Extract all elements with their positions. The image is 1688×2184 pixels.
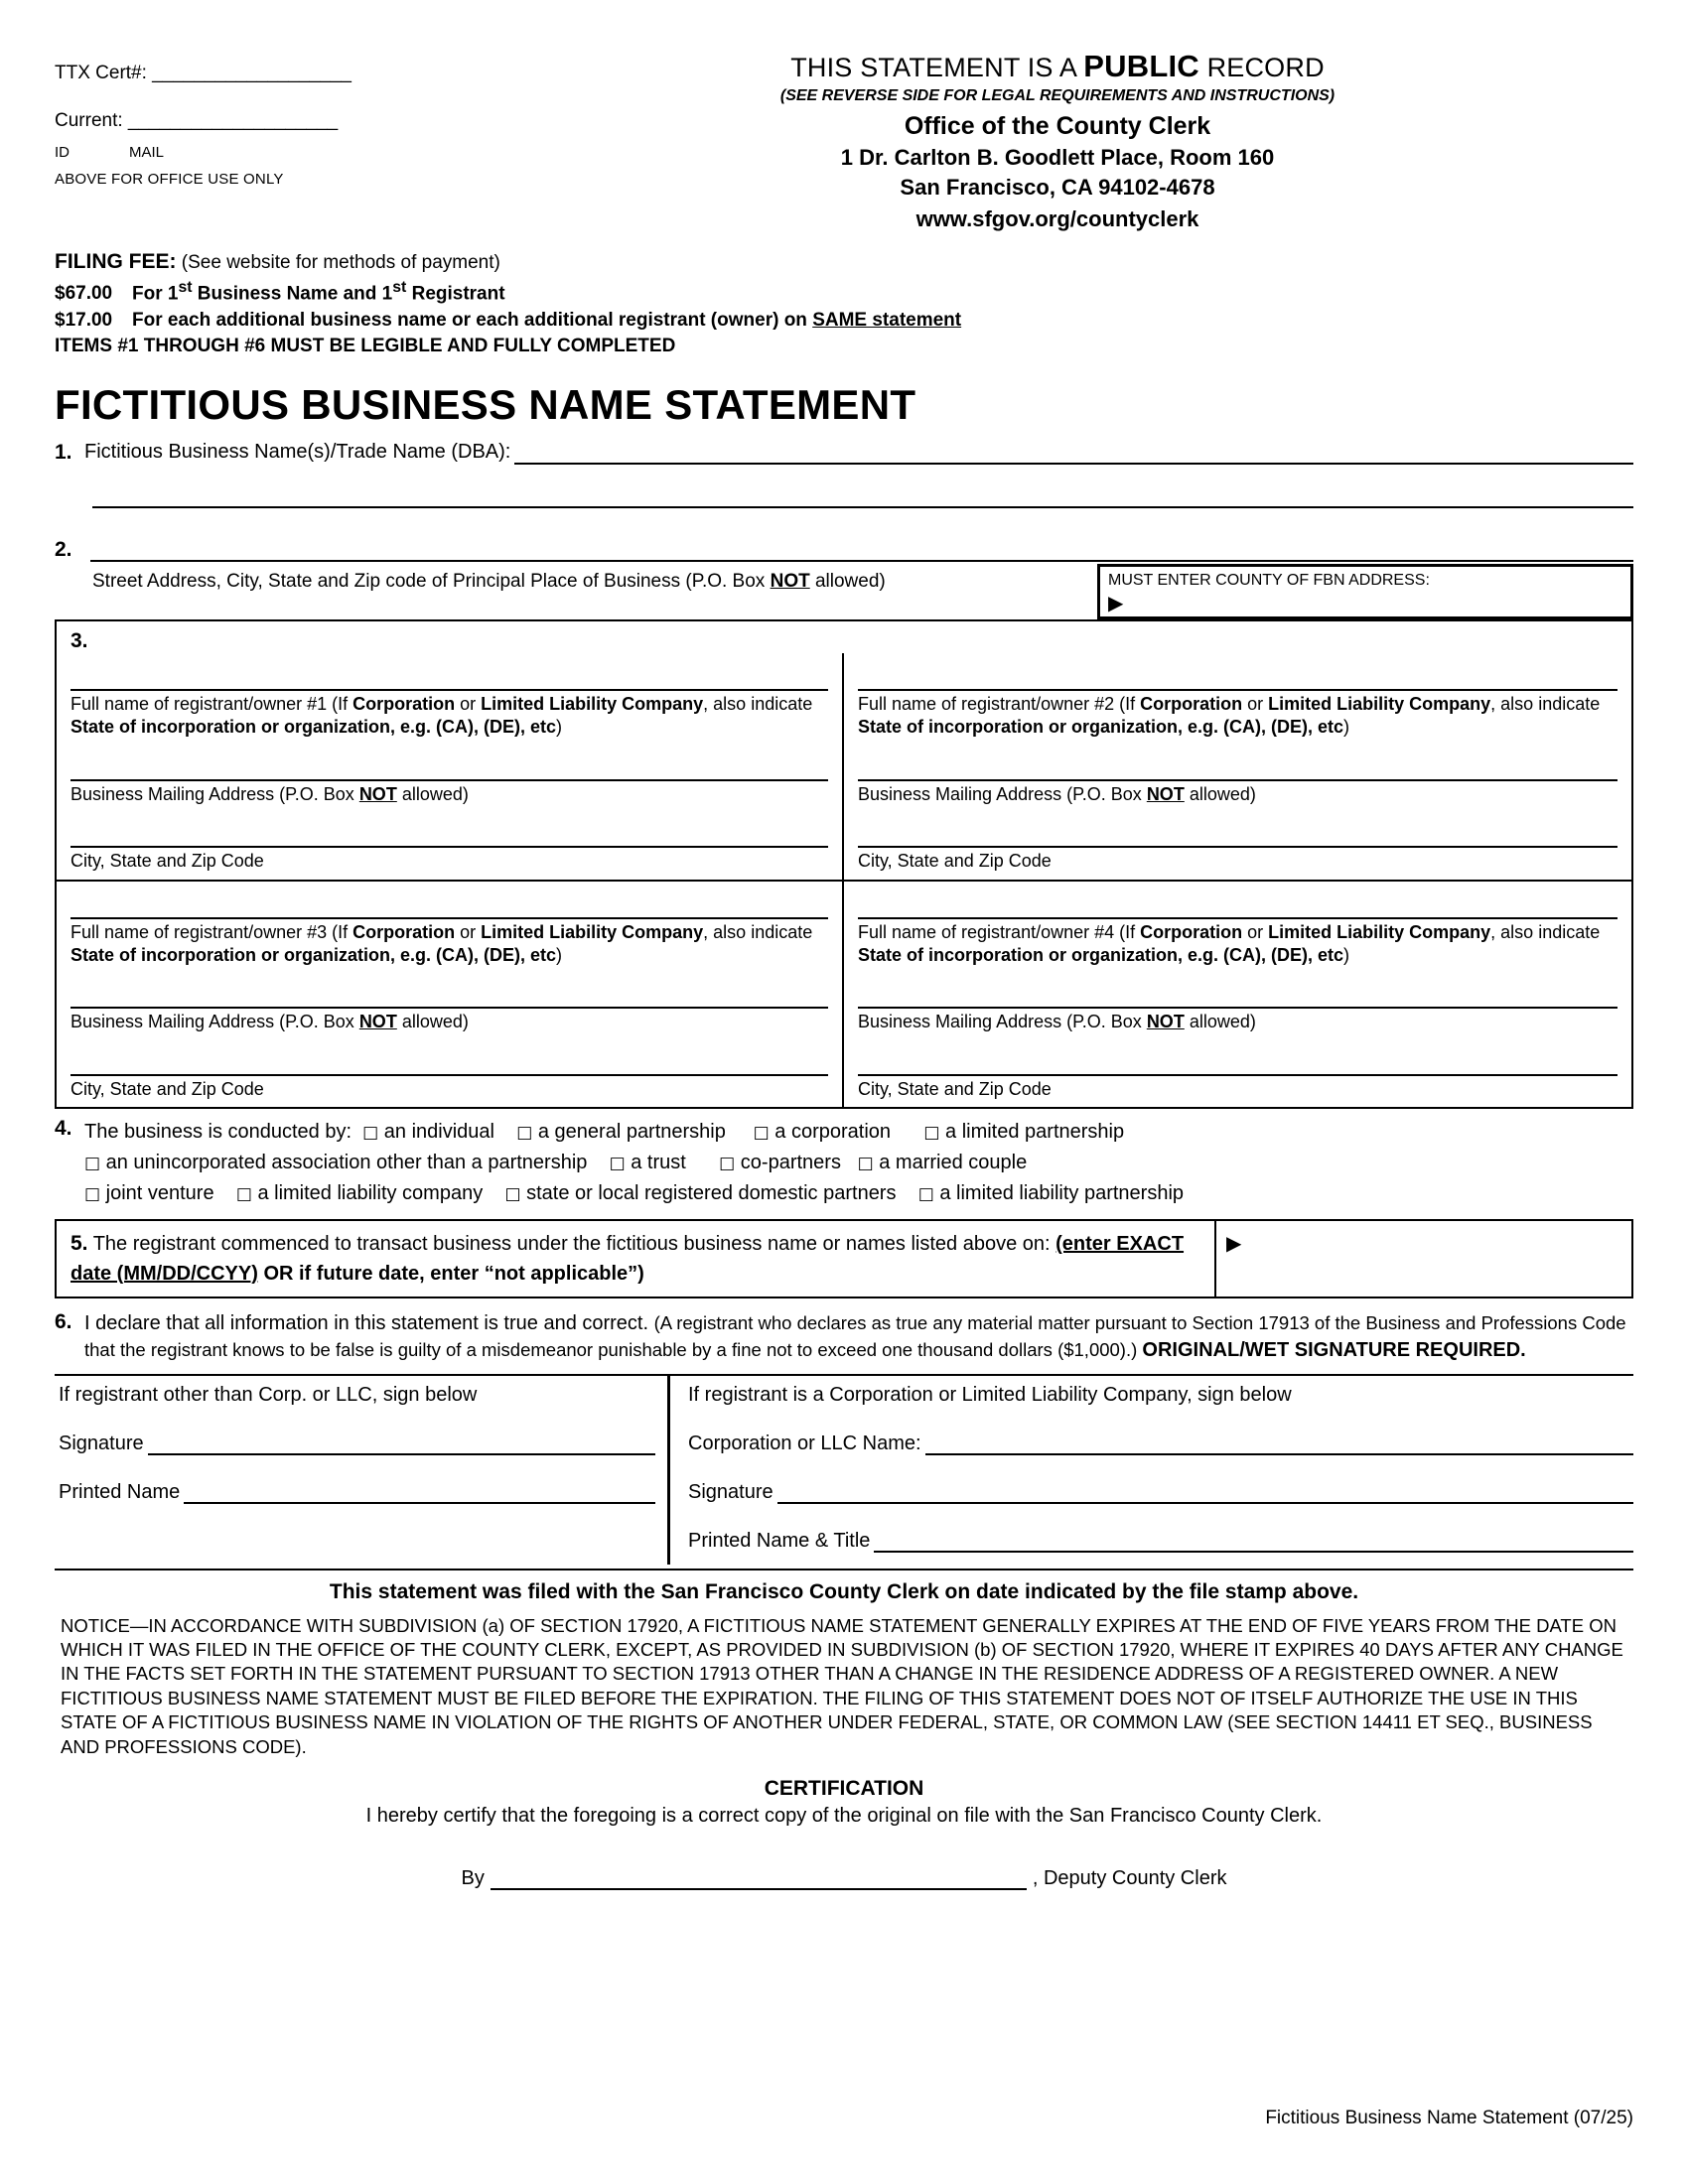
fee-row-1 <box>55 277 1633 308</box>
owner-3-mailing-caption <box>70 1009 828 1033</box>
owner-1-cap-a: Full name of registrant/owner #1 (If <box>70 693 353 714</box>
mail-label: MAIL <box>129 144 165 161</box>
id-label: ID <box>55 144 70 161</box>
checkbox-a-general-partnership[interactable] <box>516 1117 726 1148</box>
fee-text-2-underline: SAME statement <box>812 309 962 331</box>
office-address-line1: 1 Dr. Carlton B. Goodlett Place, Room 160 <box>840 145 1275 170</box>
checkbox-label: joint venture <box>105 1182 214 1205</box>
owner-1-city-caption: City, State and Zip Code <box>70 851 264 872</box>
county-arrow-icon: ▶ <box>1108 592 1124 614</box>
checkbox-an-individual[interactable] <box>362 1117 494 1148</box>
page-title: FICTITIOUS BUSINESS NAME STATEMENT <box>55 380 916 428</box>
owner-4-name-input[interactable] <box>858 882 1618 919</box>
office-name: Office of the County Clerk <box>904 112 1211 140</box>
certification-body: I hereby certify that the foregoing is a correct copy of the original on file with the San Francisco County Clerk. <box>365 1804 1323 1827</box>
deputy-clerk-label: , Deputy County Clerk <box>1032 1866 1227 1889</box>
current-field[interactable]: Current: ____________________ <box>55 110 339 131</box>
checkbox-icon: □ <box>84 1184 101 1205</box>
owner-2-city-caption: City, State and Zip Code <box>858 851 1052 872</box>
checkbox-label: a general partnership <box>537 1121 726 1144</box>
item-5-number: 5. <box>70 1232 88 1256</box>
owner-2-cap-c: , also indicate <box>1490 693 1601 714</box>
item-1-label: Fictitious Business Name(s)/Trade Name (DBA): <box>84 440 511 463</box>
fictitious-name-input[interactable] <box>514 441 1633 465</box>
checkbox-label: a limited partnership <box>945 1121 1125 1144</box>
signature-corp-block <box>670 1376 1633 1565</box>
office-use-block <box>55 45 482 188</box>
owner-1-cap-b3: State of incorporation or organization, e.g. (CA), (DE), etc <box>70 717 557 738</box>
owner-4-city-input[interactable] <box>858 1044 1618 1076</box>
items-completion-note: ITEMS #1 THROUGH #6 MUST BE LEGIBLE AND FULLY COMPLETED <box>55 335 676 356</box>
checkbox-limited-liability-company[interactable] <box>236 1178 483 1209</box>
owner-4-cap-b3: State of incorporation or organization, e.g. (CA), (DE), etc <box>858 944 1344 965</box>
owner-4-mail-not: NOT <box>1146 1012 1185 1032</box>
item-5-text-bold: (enter EXACT date (MM/DD/CCYY) <box>70 1233 1185 1285</box>
owner-3-name-caption <box>70 919 828 968</box>
item-2-caption-a: Street Address, City, State and Zip code of Principal Place of Business (P.O. Box <box>92 570 771 592</box>
office-use-note: ABOVE FOR OFFICE USE ONLY <box>55 171 284 188</box>
item-5-text-a: The registrant commenced to transact business under the fictitious business name or names listed above on: <box>92 1233 1056 1256</box>
signature-noncorp-block <box>55 1376 670 1565</box>
fee-sup-1b: st <box>392 278 407 296</box>
owner-2-mail-b: allowed) <box>1184 783 1256 804</box>
owner-3-mailing-input[interactable] <box>70 977 828 1009</box>
corp-signature-label: Signature <box>688 1480 774 1503</box>
owner-3-city-input[interactable] <box>70 1044 828 1076</box>
principal-address-input[interactable] <box>90 540 1633 562</box>
item-2-caption-not: NOT <box>770 570 810 592</box>
fee-text-2: For each additional business name or each additional registrant (owner) on <box>132 309 813 331</box>
item-2-caption-b: allowed) <box>809 570 886 592</box>
checkbox-co-partners[interactable] <box>719 1148 841 1178</box>
item-1 <box>55 441 1633 465</box>
owner-4-cap-b: or <box>1242 921 1269 942</box>
owner-2-cap-b: or <box>1242 693 1269 714</box>
signature-corp-heading: If registrant is a Corporation or Limited Liability Company, sign below <box>688 1383 1292 1406</box>
checkbox-limited-liability-partnership[interactable] <box>918 1178 1184 1209</box>
owner-1-cap-c: , also indicate <box>703 693 813 714</box>
owner-1-mailing-caption <box>70 781 828 806</box>
public-record-post: RECORD <box>1198 53 1325 82</box>
owner-2-cap-a: Full name of registrant/owner #2 (If <box>858 693 1141 714</box>
by-label: By <box>461 1866 485 1889</box>
item-4-number: 4. <box>55 1117 72 1141</box>
owner-1-name-input[interactable] <box>70 653 828 691</box>
checkbox-icon: □ <box>504 1184 521 1205</box>
checkbox-registered-domestic-partners[interactable] <box>504 1178 896 1209</box>
checkbox-icon: □ <box>516 1123 533 1144</box>
owner-1-cap-d: ) <box>556 717 563 738</box>
fee-text-1a: For 1 <box>132 283 179 305</box>
checkbox-icon: □ <box>84 1154 101 1174</box>
owner-1-city-input[interactable] <box>70 816 828 848</box>
item-1-number: 1. <box>55 440 72 464</box>
owner-1-cap-b2: Limited Liability Company <box>481 693 704 714</box>
owner-4-cap-a: Full name of registrant/owner #4 (If <box>858 921 1141 942</box>
owner-1-mail-b: allowed) <box>396 783 469 804</box>
owner-4-mailing-input[interactable] <box>858 977 1618 1009</box>
owner-2-mail-not: NOT <box>1146 783 1185 804</box>
commencement-date-input[interactable] <box>1214 1221 1631 1296</box>
filing-fee-block <box>55 248 1633 359</box>
fee-row-2 <box>55 308 1633 334</box>
owner-1-mailing-input[interactable] <box>70 750 828 781</box>
item-6-number: 6. <box>55 1309 72 1333</box>
checkbox-label: a corporation <box>774 1121 892 1144</box>
checkbox-label: co-partners <box>740 1152 841 1174</box>
fee-amount-2: $17.00 <box>55 309 113 331</box>
signature-label: Signature <box>59 1432 144 1454</box>
owner-3-cap-c: , also indicate <box>703 921 813 942</box>
owner-3-name-input[interactable] <box>70 882 828 919</box>
public-record-emphasis: PUBLIC <box>1083 49 1199 83</box>
signature-noncorp-heading: If registrant other than Corp. or LLC, sign below <box>59 1383 478 1406</box>
checkbox-icon: □ <box>609 1154 626 1174</box>
item-6-text-bold: ORIGINAL/WET SIGNATURE REQUIRED. <box>1142 1338 1526 1361</box>
checkbox-label: a married couple <box>879 1152 1028 1174</box>
corp-printed-input[interactable] <box>874 1531 1633 1553</box>
owner-2-name-caption <box>858 691 1618 740</box>
owner-3-cell <box>57 882 844 1108</box>
signature-noncorp-printed[interactable] <box>59 1481 655 1504</box>
owner-3-cap-b2: Limited Liability Company <box>481 921 704 942</box>
owner-2-mailing-input[interactable] <box>858 750 1618 781</box>
owner-4-name-caption <box>858 919 1618 968</box>
checkbox-unincorporated-association[interactable] <box>84 1148 587 1178</box>
checkbox-label: a trust <box>631 1152 686 1174</box>
public-record-pre: THIS STATEMENT IS A <box>790 53 1084 82</box>
owner-2-cell <box>844 653 1631 880</box>
deputy-clerk-signature-row[interactable] <box>55 1867 1633 1890</box>
owner-2-mail-a: Business Mailing Address (P.O. Box <box>858 783 1147 804</box>
owner-4-cell <box>844 882 1631 1108</box>
checkbox-icon: □ <box>923 1123 940 1144</box>
checkbox-label: a limited liability partnership <box>939 1182 1185 1205</box>
reverse-side-note: (SEE REVERSE SIDE FOR LEGAL REQUIREMENTS AND INSTRUCTIONS) <box>779 87 1336 104</box>
item-4 <box>55 1117 1633 1209</box>
item-6 <box>55 1310 1633 1364</box>
fee-amount-1: $67.00 <box>55 283 113 305</box>
signature-noncorp-signature[interactable] <box>59 1433 655 1455</box>
owner-3-city-caption: City, State and Zip Code <box>70 1078 264 1099</box>
item-5-text-b: OR if future date, enter “not applicable”) <box>257 1262 644 1285</box>
owner-4-mailing-caption <box>858 1009 1618 1033</box>
ttx-cert-field[interactable]: TTX Cert#: ___________________ <box>55 63 352 83</box>
owner-3-cap-b1: Corporation <box>352 921 456 942</box>
owner-1-cap-b: or <box>455 693 482 714</box>
checkbox-label: a limited liability company <box>257 1182 484 1205</box>
item-2 <box>55 538 1633 619</box>
checkbox-label: an individual <box>383 1121 494 1144</box>
owner-4-cap-b2: Limited Liability Company <box>1268 921 1491 942</box>
signature-input[interactable] <box>148 1433 655 1455</box>
item-6-text-a: I declare that all information in this statement is true and correct. <box>84 1311 654 1334</box>
filing-fee-label: FILING FEE: <box>55 250 177 273</box>
owner-1-cell <box>57 653 844 880</box>
signature-area <box>55 1374 1633 1565</box>
owner-3-cap-b3: State of incorporation or organization, e.g. (CA), (DE), etc <box>70 944 557 965</box>
owner-2-cap-d: ) <box>1343 717 1350 738</box>
owner-2-cap-b3: State of incorporation or organization, e.g. (CA), (DE), etc <box>858 717 1344 738</box>
corp-name-input[interactable] <box>925 1433 1633 1455</box>
checkbox-a-corporation[interactable] <box>754 1117 891 1148</box>
fictitious-name-input-line2[interactable] <box>92 496 1633 508</box>
owner-1-cap-b1: Corporation <box>352 693 456 714</box>
county-entry-label: MUST ENTER COUNTY OF FBN ADDRESS: <box>1108 571 1430 589</box>
owner-1-mail-a: Business Mailing Address (P.O. Box <box>70 783 359 804</box>
office-website[interactable]: www.sfgov.org/countyclerk <box>915 206 1199 231</box>
item-4-row-3 <box>84 1178 1633 1209</box>
item-2-number: 2. <box>55 537 72 561</box>
owner-4-cap-d: ) <box>1343 944 1350 965</box>
owner-1-name-caption <box>70 691 828 740</box>
item-4-row-2 <box>84 1148 1633 1178</box>
corp-name-row[interactable] <box>688 1433 1633 1455</box>
checkbox-icon: □ <box>753 1123 770 1144</box>
corp-printed-label: Printed Name & Title <box>688 1529 871 1552</box>
item-4-lead: The business is conducted by: <box>84 1121 352 1144</box>
header <box>55 45 1633 232</box>
owner-3-cap-a: Full name of registrant/owner #3 (If <box>70 921 353 942</box>
owner-2-cap-b2: Limited Liability Company <box>1268 693 1491 714</box>
filing-fee-methods: (See website for methods of payment) <box>181 252 500 273</box>
owner-3-cap-b: or <box>455 921 482 942</box>
owner-2-city-input[interactable] <box>858 816 1618 848</box>
corp-printed-row[interactable] <box>688 1530 1633 1553</box>
owner-3-mail-b: allowed) <box>396 1012 469 1032</box>
owner-4-city-caption: City, State and Zip Code <box>858 1078 1052 1099</box>
checkbox-icon: □ <box>719 1154 736 1174</box>
printed-name-label: Printed Name <box>59 1480 181 1503</box>
checkbox-icon: □ <box>857 1154 874 1174</box>
owner-3-mail-a: Business Mailing Address (P.O. Box <box>70 1012 359 1032</box>
item-2-caption <box>55 564 1097 619</box>
fee-sup-1a: st <box>178 278 193 296</box>
printed-name-input[interactable] <box>184 1482 655 1504</box>
county-entry-box[interactable] <box>1097 564 1633 619</box>
notice-paragraph: NOTICE—IN ACCORDANCE WITH SUBDIVISION (a) OF SECTION 17920, A FICTITIOUS NAME STATEMENT GENERALLY EXPIRES AT THE END OF FIVE YEARS FROM THE DATE ON WHICH IT WAS FILED IN THE OFFICE OF THE COUNTY CLERK, EXCEPT, AS PROVIDED IN SUBDIVISION (b) OF SECTION 17920, WHERE IT EXPIRES 40 DAYS AFTER ANY CHANGE IN THE FACTS SET FORTH IN THE STATEMENT PURSUANT TO SECTION 17913 OTHER THAN A CHANGE IN THE RESIDENCE ADDRESS OF A REGISTERED OWNER. A NEW FICTITIOUS BUSINESS NAME STATEMENT MUST BE FILED BEFORE THE EXPIRATION. THE FILING OF THIS STATEMENT DOES NOT OF ITSELF AUTHORIZE THE USE IN THIS STATE OF A FICTITIOUS BUSINESS NAME IN VIOLATION OF THE RIGHTS OF ANOTHER UNDER FEDERAL, STATE, OR COMMON LAW (SEE SECTION 14411 ET SEQ., BUSINESS AND PROFESSIONS CODE). <box>61 1614 1623 1757</box>
owner-3-mail-not: NOT <box>358 1012 397 1032</box>
owner-4-mail-b: allowed) <box>1184 1012 1256 1032</box>
filed-statement: This statement was filed with the San Francisco County Clerk on date indicated by the file stamp above. <box>55 1569 1633 1604</box>
item-5 <box>55 1219 1633 1297</box>
owner-2-name-input[interactable] <box>858 653 1618 691</box>
checkbox-icon: □ <box>235 1184 252 1205</box>
header-center <box>482 45 1633 232</box>
item-4-row-1 <box>84 1117 1633 1148</box>
corp-signature-row[interactable] <box>688 1481 1633 1504</box>
owner-4-cap-c: , also indicate <box>1490 921 1601 942</box>
certification-title: CERTIFICATION <box>764 1776 924 1800</box>
deputy-clerk-signature-input[interactable] <box>491 1868 1027 1890</box>
corp-name-label: Corporation or LLC Name: <box>688 1432 921 1454</box>
corp-signature-input[interactable] <box>777 1482 1633 1504</box>
fee-text-1b: Business Name and 1 <box>192 283 393 305</box>
item-3-number: 3. <box>57 619 1631 653</box>
owner-3-cap-d: ) <box>556 944 563 965</box>
checkbox-label: state or local registered domestic partners <box>526 1182 897 1205</box>
checkbox-label: an unincorporated association other than a partnership <box>105 1152 588 1174</box>
owner-4-mail-a: Business Mailing Address (P.O. Box <box>858 1012 1147 1032</box>
item-3 <box>55 619 1633 1109</box>
checkbox-a-trust[interactable] <box>610 1148 686 1178</box>
owner-2-mailing-caption <box>858 781 1618 806</box>
checkbox-icon: □ <box>362 1123 379 1144</box>
item-6-text-b: (A registrant who declares as true any material matter pursuant to Section 17913 of the Business and Professions Code that the registrant knows to be false is guilty of a misdemeanor punishable by a fine not to exceed one thousand dollars ($1,000).) <box>84 1311 1626 1360</box>
owner-4-cap-b1: Corporation <box>1140 921 1243 942</box>
office-address-line2: San Francisco, CA 94102-4678 <box>900 175 1215 200</box>
checkbox-a-married-couple[interactable] <box>858 1148 1028 1178</box>
date-arrow-icon: ▶ <box>1226 1233 1242 1256</box>
checkbox-joint-venture[interactable] <box>84 1178 214 1209</box>
fee-text-1c: Registrant <box>406 283 505 305</box>
form-footer: Fictitious Business Name Statement (07/25) <box>1265 2108 1633 2128</box>
owner-1-mail-not: NOT <box>358 783 397 804</box>
owner-2-cap-b1: Corporation <box>1140 693 1243 714</box>
checkbox-a-limited-partnership[interactable] <box>923 1117 1124 1148</box>
public-record-title <box>482 49 1633 84</box>
checkbox-icon: □ <box>917 1184 934 1205</box>
